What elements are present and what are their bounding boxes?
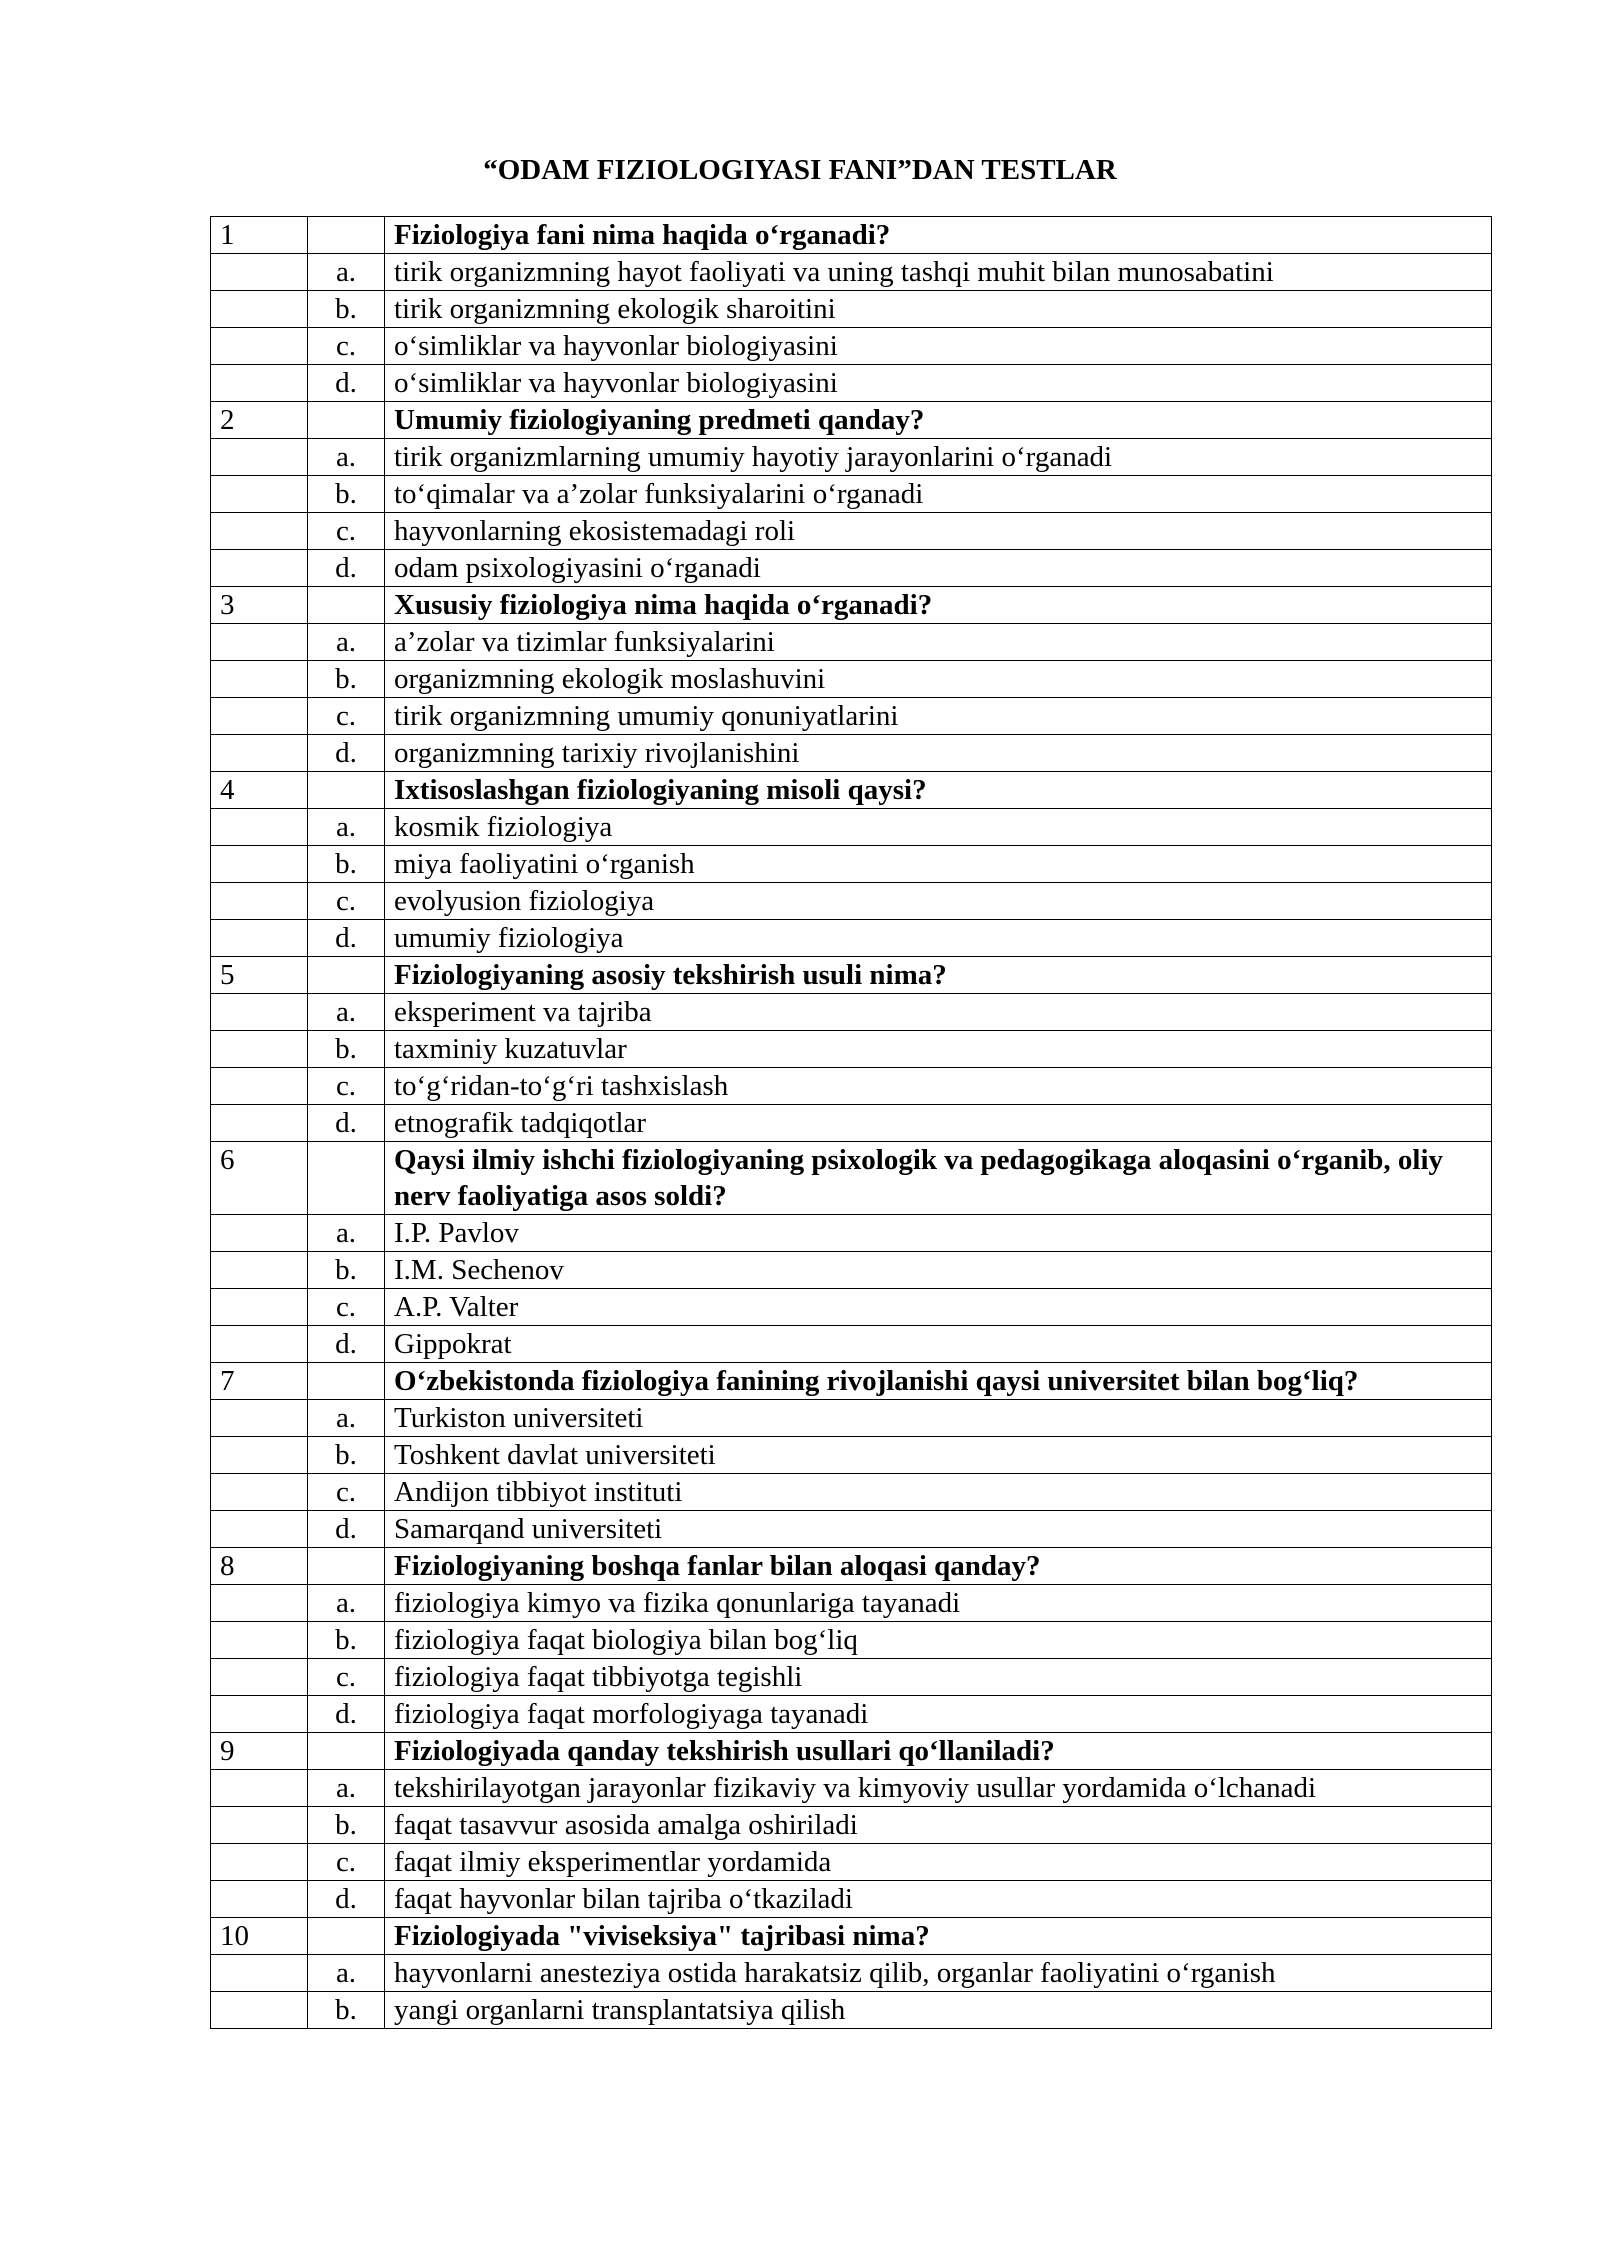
empty-cell (211, 1807, 308, 1844)
empty-cell (211, 1289, 308, 1326)
option-text: hayvonlarning ekosistemadagi roli (385, 513, 1492, 550)
empty-cell (211, 1622, 308, 1659)
option-text: miya faoliyatini o‘rganish (385, 846, 1492, 883)
option-text: organizmning tarixiy rivojlanishini (385, 735, 1492, 772)
option-letter: d. (308, 550, 385, 587)
option-text: tirik organizmlarning umumiy hayotiy jarayonlarini o‘rganadi (385, 439, 1492, 476)
empty-cell (211, 1955, 308, 1992)
option-letter: c. (308, 1289, 385, 1326)
option-text: tirik organizmning umumiy qonuniyatlarini (385, 698, 1492, 735)
option-letter: a. (308, 1585, 385, 1622)
question-number: 3 (211, 587, 308, 624)
option-text: Toshkent davlat universiteti (385, 1437, 1492, 1474)
option-row (211, 1807, 1492, 1844)
option-letter: d. (308, 1326, 385, 1363)
question-text: Fiziologiyada "viviseksiya" tajribasi nima? (385, 1918, 1492, 1955)
question-text: Qaysi ilmiy ishchi fiziologiyaning psixologik va pedagogikaga aloqasini o‘rganib, oliy nerv faoliyatiga asos soldi? (385, 1142, 1492, 1215)
option-row (211, 809, 1492, 846)
option-row (211, 1326, 1492, 1363)
option-text: umumiy fiziologiya (385, 920, 1492, 957)
option-text: odam psixologiyasini o‘rganadi (385, 550, 1492, 587)
option-letter: b. (308, 291, 385, 328)
empty-cell (211, 846, 308, 883)
question-row (211, 1363, 1492, 1400)
option-text: o‘simliklar va hayvonlar biologiyasini (385, 328, 1492, 365)
option-letter: a. (308, 994, 385, 1031)
option-row (211, 1844, 1492, 1881)
empty-cell (211, 1992, 308, 2029)
option-letter: a. (308, 439, 385, 476)
option-row (211, 1511, 1492, 1548)
question-row (211, 1142, 1492, 1215)
question-text: Fiziologiyaning boshqa fanlar bilan aloqasi qanday? (385, 1548, 1492, 1585)
empty-cell (211, 1031, 308, 1068)
option-letter: b. (308, 1437, 385, 1474)
option-text: hayvonlarni anesteziya ostida harakatsiz qilib, organlar faoliyatini o‘rganish (385, 1955, 1492, 1992)
option-letter: b. (308, 1031, 385, 1068)
option-letter: c. (308, 513, 385, 550)
empty-cell (211, 291, 308, 328)
empty-cell (211, 1511, 308, 1548)
option-text: A.P. Valter (385, 1289, 1492, 1326)
option-row (211, 994, 1492, 1031)
empty-cell (211, 439, 308, 476)
option-row (211, 1992, 1492, 2029)
option-text: tekshirilayotgan jarayonlar fizikaviy va kimyoviy usullar yordamida o‘lchanadi (385, 1770, 1492, 1807)
option-text: evolyusion fiziologiya (385, 883, 1492, 920)
option-text: fiziologiya faqat morfologiyaga tayanadi (385, 1696, 1492, 1733)
option-row (211, 328, 1492, 365)
option-text: eksperiment va tajriba (385, 994, 1492, 1031)
option-text: Samarqand universiteti (385, 1511, 1492, 1548)
option-letter: a. (308, 809, 385, 846)
option-letter: c. (308, 1474, 385, 1511)
option-text: Andijon tibbiyot instituti (385, 1474, 1492, 1511)
option-row (211, 735, 1492, 772)
option-letter: c. (308, 883, 385, 920)
option-text: I.M. Sechenov (385, 1252, 1492, 1289)
question-text: Fiziologiyada qanday tekshirish usullari qo‘llaniladi? (385, 1733, 1492, 1770)
question-number: 1 (211, 217, 308, 254)
quiz-table (210, 216, 1492, 2029)
empty-cell (211, 735, 308, 772)
empty-cell (211, 920, 308, 957)
empty-cell (308, 772, 385, 809)
question-row (211, 1548, 1492, 1585)
option-text: fiziologiya kimyo va fizika qonunlariga tayanadi (385, 1585, 1492, 1622)
option-row (211, 1770, 1492, 1807)
empty-cell (308, 957, 385, 994)
option-letter: b. (308, 1992, 385, 2029)
option-row (211, 1585, 1492, 1622)
question-text: Xususiy fiziologiya nima haqida o‘rganadi? (385, 587, 1492, 624)
question-text: Umumiy fiziologiyaning predmeti qanday? (385, 402, 1492, 439)
option-text: tirik organizmning hayot faoliyati va uning tashqi muhit bilan munosabatini (385, 254, 1492, 291)
empty-cell (211, 476, 308, 513)
empty-cell (211, 1326, 308, 1363)
empty-cell (308, 1918, 385, 1955)
question-text: Fiziologiyaning asosiy tekshirish usuli nima? (385, 957, 1492, 994)
option-row (211, 1437, 1492, 1474)
option-row (211, 1400, 1492, 1437)
page-title: “ODAM FIZIOLOGIYASI FANI”DAN TESTLAR (483, 154, 1117, 186)
question-row (211, 957, 1492, 994)
option-row (211, 476, 1492, 513)
empty-cell (211, 1400, 308, 1437)
option-letter: b. (308, 1622, 385, 1659)
option-row (211, 1659, 1492, 1696)
option-row (211, 698, 1492, 735)
empty-cell (308, 1142, 385, 1215)
option-text: faqat hayvonlar bilan tajriba o‘tkaziladi (385, 1881, 1492, 1918)
option-text: fiziologiya faqat tibbiyotga tegishli (385, 1659, 1492, 1696)
option-row (211, 846, 1492, 883)
empty-cell (308, 587, 385, 624)
option-letter: b. (308, 1807, 385, 1844)
option-text: a’zolar va tizimlar funksiyalarini (385, 624, 1492, 661)
empty-cell (211, 698, 308, 735)
option-row (211, 1955, 1492, 1992)
option-text: o‘simliklar va hayvonlar biologiyasini (385, 365, 1492, 402)
question-number: 6 (211, 1142, 308, 1215)
empty-cell (211, 1659, 308, 1696)
option-row (211, 550, 1492, 587)
option-row (211, 254, 1492, 291)
option-row (211, 1215, 1492, 1252)
question-number: 7 (211, 1363, 308, 1400)
empty-cell (308, 1548, 385, 1585)
option-row (211, 920, 1492, 957)
question-number: 10 (211, 1918, 308, 1955)
empty-cell (211, 883, 308, 920)
empty-cell (211, 661, 308, 698)
option-text: to‘g‘ridan-to‘g‘ri tashxislash (385, 1068, 1492, 1105)
empty-cell (211, 365, 308, 402)
option-letter: c. (308, 698, 385, 735)
empty-cell (211, 1585, 308, 1622)
option-text: etnografik tadqiqotlar (385, 1105, 1492, 1142)
option-text: Gippokrat (385, 1326, 1492, 1363)
empty-cell (211, 328, 308, 365)
option-row (211, 1881, 1492, 1918)
empty-cell (211, 809, 308, 846)
question-number: 5 (211, 957, 308, 994)
option-row (211, 624, 1492, 661)
option-letter: b. (308, 846, 385, 883)
option-row (211, 883, 1492, 920)
empty-cell (211, 550, 308, 587)
option-row (211, 1031, 1492, 1068)
question-row (211, 217, 1492, 254)
empty-cell (211, 624, 308, 661)
option-row (211, 1696, 1492, 1733)
empty-cell (211, 1881, 308, 1918)
option-letter: d. (308, 365, 385, 402)
option-row (211, 1474, 1492, 1511)
empty-cell (211, 1215, 308, 1252)
option-row (211, 365, 1492, 402)
option-letter: d. (308, 735, 385, 772)
empty-cell (211, 254, 308, 291)
option-row (211, 1068, 1492, 1105)
option-letter: d. (308, 1696, 385, 1733)
option-text: organizmning ekologik moslashuvini (385, 661, 1492, 698)
question-number: 8 (211, 1548, 308, 1585)
option-text: fiziologiya faqat biologiya bilan bog‘liq (385, 1622, 1492, 1659)
option-letter: b. (308, 476, 385, 513)
option-text: tirik organizmning ekologik sharoitini (385, 291, 1492, 328)
empty-cell (308, 1733, 385, 1770)
option-letter: d. (308, 920, 385, 957)
question-row (211, 1918, 1492, 1955)
option-row (211, 661, 1492, 698)
question-row (211, 587, 1492, 624)
option-row (211, 1622, 1492, 1659)
empty-cell (308, 217, 385, 254)
option-letter: c. (308, 1659, 385, 1696)
question-text: O‘zbekistonda fiziologiya fanining rivojlanishi qaysi universitet bilan bog‘liq? (385, 1363, 1492, 1400)
empty-cell (211, 1068, 308, 1105)
option-letter: c. (308, 1844, 385, 1881)
empty-cell (308, 402, 385, 439)
question-number: 9 (211, 1733, 308, 1770)
option-text: yangi organlarni transplantatsiya qilish (385, 1992, 1492, 2029)
option-letter: b. (308, 661, 385, 698)
option-text: I.P. Pavlov (385, 1215, 1492, 1252)
option-letter: d. (308, 1881, 385, 1918)
option-letter: a. (308, 1215, 385, 1252)
option-letter: d. (308, 1511, 385, 1548)
question-number: 4 (211, 772, 308, 809)
option-row (211, 1252, 1492, 1289)
question-text: Ixtisoslashgan fiziologiyaning misoli qaysi? (385, 772, 1492, 809)
option-letter: b. (308, 1252, 385, 1289)
option-text: to‘qimalar va a’zolar funksiyalarini o‘rganadi (385, 476, 1492, 513)
option-letter: a. (308, 624, 385, 661)
empty-cell (211, 1252, 308, 1289)
empty-cell (211, 994, 308, 1031)
empty-cell (211, 1474, 308, 1511)
option-row (211, 1105, 1492, 1142)
question-row (211, 772, 1492, 809)
empty-cell (211, 1105, 308, 1142)
option-row (211, 1289, 1492, 1326)
empty-cell (308, 1363, 385, 1400)
empty-cell (211, 1844, 308, 1881)
option-row (211, 439, 1492, 476)
option-text: faqat ilmiy eksperimentlar yordamida (385, 1844, 1492, 1881)
option-text: faqat tasavvur asosida amalga oshiriladi (385, 1807, 1492, 1844)
question-row (211, 402, 1492, 439)
question-row (211, 1733, 1492, 1770)
option-letter: a. (308, 254, 385, 291)
empty-cell (211, 1770, 308, 1807)
empty-cell (211, 1696, 308, 1733)
option-letter: c. (308, 328, 385, 365)
question-number: 2 (211, 402, 308, 439)
option-letter: a. (308, 1955, 385, 1992)
option-text: taxminiy kuzatuvlar (385, 1031, 1492, 1068)
option-letter: d. (308, 1105, 385, 1142)
option-text: Turkiston universiteti (385, 1400, 1492, 1437)
empty-cell (211, 1437, 308, 1474)
option-text: kosmik fiziologiya (385, 809, 1492, 846)
option-letter: a. (308, 1400, 385, 1437)
empty-cell (211, 513, 308, 550)
option-letter: a. (308, 1770, 385, 1807)
option-letter: c. (308, 1068, 385, 1105)
question-text: Fiziologiya fani nima haqida o‘rganadi? (385, 217, 1492, 254)
option-row (211, 513, 1492, 550)
option-row (211, 291, 1492, 328)
